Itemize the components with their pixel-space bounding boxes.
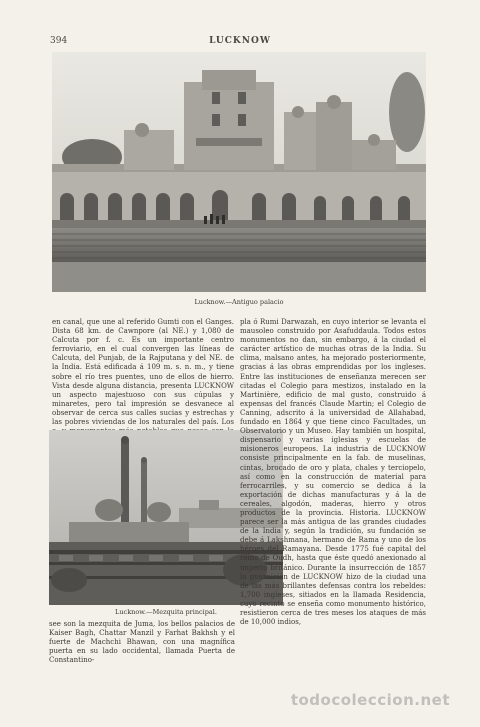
left-column-bottom-text: see son la mezquita de Juma, los bellos palacios de Kaiser Bagh, Chattar Manzil y Farhat Bakhsh y el fuerte de Machchi Bhawan, con una magnífica puerta en su lado occidental, llamada Puerta de Constantino- [49,620,235,665]
running-title: LUCKNOW [209,36,271,46]
palace-illustration [52,52,426,292]
palace-photo [52,52,426,292]
mosque-caption: Lucknow.—Mezquita principal. [115,608,217,616]
watermark: todocoleccion.net [290,691,450,709]
left-column-top [52,318,234,426]
left-column-bottom [49,620,235,690]
page-header [50,36,430,50]
palace-caption: Lucknow.—Antiguo palacio [194,298,284,306]
right-column-text: pla ó Rumi Darwazah, en cuyo interior se levanta el mausoleo construido por Asafuddaula. Todos estos monumentos no dan, sin embargo, á la ciudad el carácter artístico de muchas otras de la India. Su clima, malsano antes, ha mejorado posteriormente, gracias á las obras emprendidas por los ingleses. Entre las instituciones de enseñanza merecen ser citadas el Colegio para mestizos, instalado en la Martinière, edificio de mal gusto, construido á expensas del francés Claude Martin; el Colegio de Canning, adscrito á la universidad de Allahabad, fundado en 1864 y que tiene cinco Facultades, un Observatorio y un Museo. Hay también un hospital, dispensario y varias iglesias y escuelas de misioneros europeos. La industria de LUCKNOW consiste principalmente en la fab. de muselinas, cintas, brocado de oro y plata, chales y terciopelo, así como en la construcción de material para ferrocarriles, y su comercio se dedica á la exportación de dichas manufacturas y á la de cereales, algodón, maderas, hierro y otros productos de la provincia. Historia. LUCKNOW parece ser la más antigua de las grandes ciudades de la India y, según la tradición, su fundación se debe á Lakshmana, hermano de Rama y uno de los héroes del Ramayana. Desde 1775 fué capital del reino de Oudh, hasta que éste quedó anexionado al imperio británico. Durante la insurrección de 1857 la guarnición de LUCKNOW hizo de la ciudad una de las más brillantes defensas contra los rebeldes: 1,700 ingleses, sitiados en la llamada Residencia, cuyo recinto se enseña como monumento histórico, resistieron cerca de tres meses los ataques de más de 10,000 indios, [240,318,426,627]
right-column [240,318,426,690]
page-number: 394 [50,36,68,46]
left-column-top-text: en canal, que une al referido Gumti con el Ganges. Dista 68 km. de Cawnpore (al NE.) y 1,080 de Calcuta por f. c. Es un importante centro ferroviario, en el cual convergen las líneas de Calcuta, del Punjab, de la Rajputana y del NE. de la India. Está edificada á 109 m. s. n. m., y tiene sobre el río tres puentes, uno de ellos de hierro. Vista desde alguna distancia, presenta LUCKNOW un aspecto majestuoso con sus cúpulas y minaretes, pero tal impresión se desvanece al observar de cerca sus calles sucias y estrechas y las pobres viviendas de los naturales del país. Los [52,318,234,427]
